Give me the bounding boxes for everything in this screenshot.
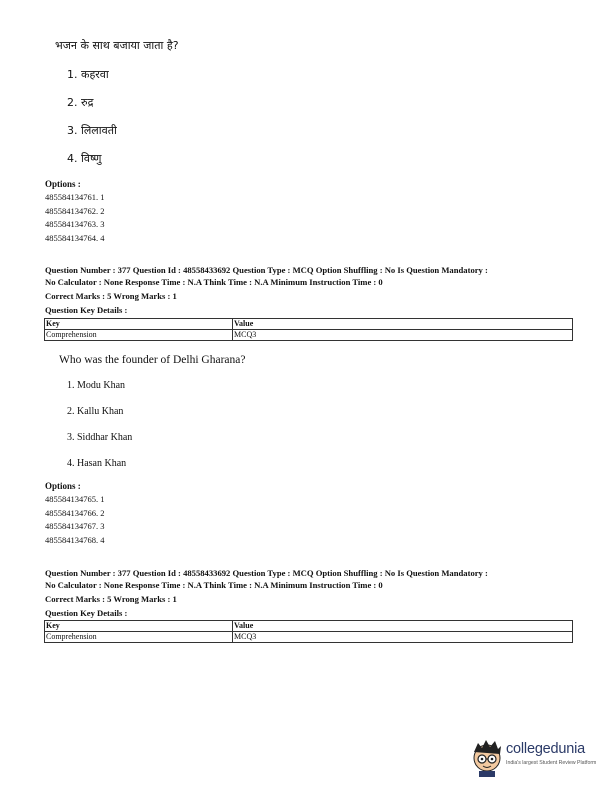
choice-2: 2. Kallu Khan	[67, 406, 124, 417]
option-id: 485584134763. 3	[45, 219, 105, 229]
table-header-key: Key	[45, 621, 233, 632]
table-cell-key: Comprehension	[45, 330, 233, 341]
meta-line: Question Number : 377 Question Id : 48558433692 Question Type : MCQ Option Shuffling : No Is Question Mandatory :	[45, 265, 488, 275]
question-key-table	[44, 620, 573, 643]
option-id: 485584134764. 4	[45, 232, 105, 243]
option-id: 485584134768. 4	[45, 534, 105, 545]
meta-line: Correct Marks : 5 Wrong Marks : 1	[45, 291, 177, 301]
choice-4: 4. विष्णु	[67, 152, 102, 165]
option-id: 485584134762. 2	[45, 205, 105, 216]
choice-1: 1. Modu Khan	[67, 380, 126, 391]
table-header-row	[45, 319, 573, 330]
option-id-list	[45, 493, 105, 547]
table-header-value: Value	[233, 319, 573, 330]
table-row	[45, 330, 573, 341]
question-key-table	[44, 318, 573, 341]
choice-3: 3. Siddhar Khan	[67, 432, 133, 443]
question-meta	[45, 264, 488, 316]
student-mascot-icon	[470, 738, 504, 778]
table-row	[45, 632, 573, 643]
option-id: 485584134761. 1	[45, 192, 105, 202]
option-id: 485584134766. 2	[45, 507, 105, 518]
question-text: भजन के साथ बजाया जाता है?	[55, 39, 179, 52]
table-header-row	[45, 621, 573, 632]
table-cell-value: MCQ3	[233, 632, 573, 643]
choice-1: 1. कहरवा	[67, 68, 109, 81]
meta-line: Question Key Details :	[45, 305, 128, 315]
meta-line: Question Number : 377 Question Id : 48558433692 Question Type : MCQ Option Shuffling : No Is Question Mandatory :	[45, 568, 488, 578]
meta-line: No Calculator : None Response Time : N.A Think Time : N.A Minimum Instruction Time : 0	[45, 277, 383, 287]
meta-line: Correct Marks : 5 Wrong Marks : 1	[45, 594, 177, 604]
option-id: 485584134767. 3	[45, 521, 105, 531]
meta-line: No Calculator : None Response Time : N.A Think Time : N.A Minimum Instruction Time : 0	[45, 580, 383, 590]
table-cell-key: Comprehension	[45, 632, 233, 643]
choice-2: 2. रुद्र	[67, 96, 94, 109]
choice-4: 4. Hasan Khan	[67, 458, 127, 469]
meta-line: Question Key Details :	[45, 608, 128, 618]
choice-3: 3. लिलावती	[67, 124, 117, 137]
logo-tagline: India's largest Student Review Platform	[506, 760, 597, 766]
collegedunia-logo	[470, 738, 600, 778]
options-heading: Options :	[45, 179, 81, 189]
question-text: Who was the founder of Delhi Gharana?	[59, 354, 246, 366]
options-heading: Options :	[45, 481, 81, 491]
option-id-list	[45, 191, 105, 245]
table-header-key: Key	[45, 319, 233, 330]
table-cell-value: MCQ3	[233, 330, 573, 341]
question-meta	[45, 567, 488, 619]
table-header-value: Value	[233, 621, 573, 632]
option-id: 485584134765. 1	[45, 494, 105, 504]
logo-wordmark: collegedunia	[506, 741, 586, 757]
